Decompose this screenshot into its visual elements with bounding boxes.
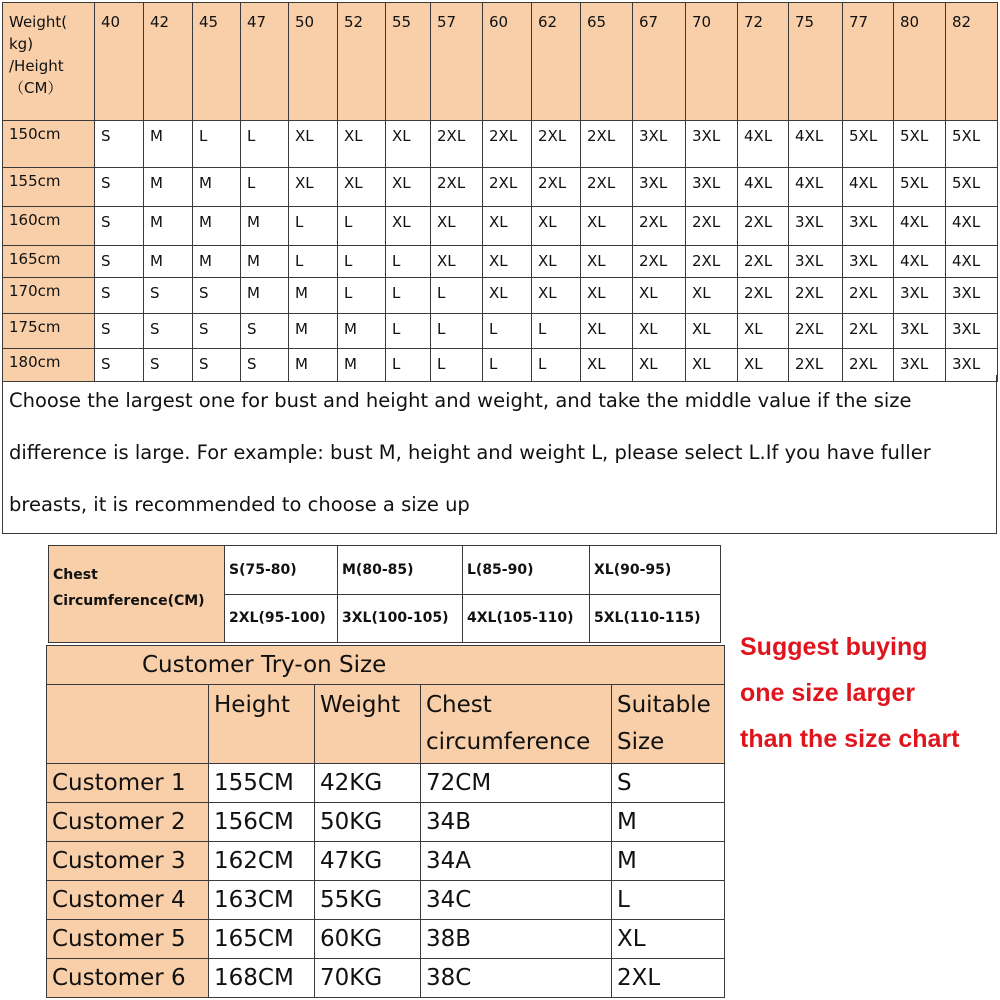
height-row [3, 168, 998, 207]
weight-header: 82 [946, 3, 998, 121]
size-cell: S [144, 349, 193, 382]
size-cell: M [338, 349, 386, 382]
size-cell: 3XL [946, 314, 998, 349]
weight-header-row [3, 3, 998, 121]
weight-header: 70 [686, 3, 738, 121]
size-cell: S [193, 349, 241, 382]
size-cell: 2XL [789, 349, 843, 382]
height-label: 165cm [3, 246, 95, 278]
size-cell: XL [532, 207, 581, 246]
customer-height: 162CM [209, 842, 315, 881]
size-cell: XL [633, 314, 686, 349]
chest-size-cell: 4XL(105-110) [463, 594, 590, 643]
size-cell: 2XL [738, 207, 789, 246]
size-selection-note [2, 375, 997, 534]
size-cell: 3XL [843, 207, 894, 246]
size-cell: XL [386, 121, 431, 168]
customer-weight: 50KG [315, 803, 421, 842]
height-label: 170cm [3, 278, 95, 314]
size-cell: XL [686, 349, 738, 382]
size-cell: M [289, 314, 338, 349]
weight-header: 67 [633, 3, 686, 121]
size-cell: S [95, 349, 144, 382]
size-cell: M [289, 349, 338, 382]
weight-header: 62 [532, 3, 581, 121]
size-cell: XL [289, 121, 338, 168]
size-cell: 4XL [946, 207, 998, 246]
customer-name: Customer 4 [47, 881, 209, 920]
size-cell: XL [338, 168, 386, 207]
size-cell: 4XL [843, 168, 894, 207]
corner-line: Weight( [9, 13, 68, 31]
size-cell: S [241, 314, 289, 349]
size-cell: XL [738, 349, 789, 382]
size-cell: L [483, 314, 532, 349]
customer-weight: 70KG [315, 959, 421, 998]
weight-header: 45 [193, 3, 241, 121]
chest-size-cell: 2XL(95-100) [225, 594, 338, 643]
customer-height: 163CM [209, 881, 315, 920]
customer-name: Customer 5 [47, 920, 209, 959]
corner-line: /Height [9, 57, 64, 75]
weight-header: 72 [738, 3, 789, 121]
tryon-header-chest: Chest circumference [421, 685, 612, 764]
weight-header: 77 [843, 3, 894, 121]
size-cell: 3XL [946, 349, 998, 382]
size-cell: 2XL [532, 121, 581, 168]
customer-row [47, 920, 725, 959]
customer-name: Customer 6 [47, 959, 209, 998]
weight-header: 55 [386, 3, 431, 121]
customer-name: Customer 3 [47, 842, 209, 881]
weight-header: 42 [144, 3, 193, 121]
customer-size: 2XL [612, 959, 725, 998]
size-cell: XL [686, 278, 738, 314]
customer-name: Customer 2 [47, 803, 209, 842]
height-label: 180cm [3, 349, 95, 382]
size-cell: S [144, 314, 193, 349]
size-cell: S [193, 314, 241, 349]
size-cell: L [532, 314, 581, 349]
weight-header: 75 [789, 3, 843, 121]
customer-row [47, 803, 725, 842]
size-cell: 2XL [581, 168, 633, 207]
size-cell: M [241, 207, 289, 246]
size-cell: M [241, 278, 289, 314]
size-cell: S [193, 278, 241, 314]
size-cell: 2XL [532, 168, 581, 207]
size-cell: XL [386, 168, 431, 207]
size-cell: XL [289, 168, 338, 207]
size-cell: XL [581, 278, 633, 314]
customer-weight: 42KG [315, 764, 421, 803]
customer-weight: 55KG [315, 881, 421, 920]
size-cell: 4XL [789, 121, 843, 168]
size-cell: L [289, 207, 338, 246]
size-cell: L [338, 246, 386, 278]
size-cell: 4XL [738, 168, 789, 207]
tryon-title: Customer Try-on Size [47, 646, 725, 685]
size-cell: XL [581, 314, 633, 349]
size-cell: L [338, 278, 386, 314]
size-cell: 4XL [894, 246, 946, 278]
size-cell: 2XL [738, 278, 789, 314]
customer-name: Customer 1 [47, 764, 209, 803]
size-chart-table [2, 2, 998, 382]
customer-size: M [612, 842, 725, 881]
size-cell: 2XL [843, 314, 894, 349]
size-cell: 3XL [894, 278, 946, 314]
height-row [3, 121, 998, 168]
note-line: breasts, it is recommended to choose a size up [9, 493, 470, 516]
size-cell: 5XL [843, 121, 894, 168]
customer-height: 165CM [209, 920, 315, 959]
customer-row [47, 842, 725, 881]
size-cell: L [193, 121, 241, 168]
chest-label [49, 546, 225, 643]
size-cell: 2XL [686, 207, 738, 246]
weight-height-corner [3, 3, 95, 121]
customer-weight: 60KG [315, 920, 421, 959]
size-cell: XL [633, 278, 686, 314]
height-row [3, 246, 998, 278]
size-suggestion [740, 624, 1000, 762]
suggestion-line: than the size chart [740, 725, 960, 753]
customer-size: L [612, 881, 725, 920]
size-cell: XL [686, 314, 738, 349]
corner-line: kg) [9, 35, 34, 53]
size-cell: 2XL [738, 246, 789, 278]
size-cell: S [95, 246, 144, 278]
weight-header: 50 [289, 3, 338, 121]
customer-chest: 38C [421, 959, 612, 998]
weight-header: 60 [483, 3, 532, 121]
size-cell: 3XL [946, 278, 998, 314]
size-cell: 2XL [633, 246, 686, 278]
weight-header: 80 [894, 3, 946, 121]
size-cell: 3XL [633, 168, 686, 207]
size-cell: S [95, 121, 144, 168]
chest-size-cell: L(85-90) [463, 546, 590, 595]
size-cell: XL [483, 246, 532, 278]
chest-size-cell: M(80-85) [338, 546, 463, 595]
size-cell: 5XL [946, 168, 998, 207]
size-cell: L [386, 314, 431, 349]
size-cell: XL [581, 349, 633, 382]
chest-size-cell: S(75-80) [225, 546, 338, 595]
tryon-header-weight: Weight [315, 685, 421, 764]
size-cell: 3XL [633, 121, 686, 168]
customer-size: S [612, 764, 725, 803]
size-cell: M [144, 168, 193, 207]
size-cell: XL [581, 207, 633, 246]
size-cell: 3XL [843, 246, 894, 278]
size-cell: 2XL [843, 349, 894, 382]
size-cell: XL [386, 207, 431, 246]
size-cell: 2XL [686, 246, 738, 278]
size-cell: M [289, 278, 338, 314]
customer-chest: 38B [421, 920, 612, 959]
height-label: 175cm [3, 314, 95, 349]
height-row [3, 207, 998, 246]
chest-size-cell: XL(90-95) [590, 546, 721, 595]
size-cell: 3XL [686, 168, 738, 207]
weight-header: 47 [241, 3, 289, 121]
size-cell: L [386, 278, 431, 314]
customer-size: M [612, 803, 725, 842]
chest-size-cell: 3XL(100-105) [338, 594, 463, 643]
note-line: Choose the largest one for bust and height and weight, and take the middle value if the size [9, 389, 912, 412]
size-cell: XL [338, 121, 386, 168]
size-cell: S [144, 278, 193, 314]
chest-label-line: Chest [53, 567, 98, 583]
chest-size-cell: 5XL(110-115) [590, 594, 721, 643]
size-cell: M [338, 314, 386, 349]
size-cell: L [483, 349, 532, 382]
size-cell: L [386, 349, 431, 382]
size-cell: 2XL [843, 278, 894, 314]
customer-chest: 72CM [421, 764, 612, 803]
customer-row [47, 959, 725, 998]
size-cell: 2XL [789, 278, 843, 314]
size-cell: L [386, 246, 431, 278]
tryon-header-blank [47, 685, 209, 764]
size-cell: 3XL [789, 246, 843, 278]
size-cell: 2XL [483, 168, 532, 207]
size-cell: L [289, 246, 338, 278]
size-cell: M [144, 121, 193, 168]
size-cell: XL [532, 278, 581, 314]
note-line: difference is large. For example: bust M, height and weight L, please select L.If you have fuller [9, 441, 931, 464]
customer-size: XL [612, 920, 725, 959]
size-cell: L [431, 278, 483, 314]
size-cell: XL [431, 246, 483, 278]
size-cell: XL [633, 349, 686, 382]
size-cell: S [95, 168, 144, 207]
suggestion-line: Suggest buying [740, 633, 928, 661]
customer-tryon-table [46, 645, 725, 998]
size-cell: 3XL [789, 207, 843, 246]
height-row [3, 314, 998, 349]
tryon-header-size: Suitable Size [612, 685, 725, 764]
customer-height: 156CM [209, 803, 315, 842]
size-cell: XL [483, 207, 532, 246]
customer-height: 168CM [209, 959, 315, 998]
size-cell: L [431, 349, 483, 382]
customer-chest: 34B [421, 803, 612, 842]
weight-header: 57 [431, 3, 483, 121]
size-cell: 5XL [894, 168, 946, 207]
size-cell: 2XL [431, 168, 483, 207]
size-cell: L [431, 314, 483, 349]
size-cell: 4XL [789, 168, 843, 207]
size-cell: XL [581, 246, 633, 278]
size-cell: 2XL [581, 121, 633, 168]
customer-chest: 34C [421, 881, 612, 920]
size-cell: 4XL [946, 246, 998, 278]
size-cell: XL [431, 207, 483, 246]
weight-header: 52 [338, 3, 386, 121]
size-cell: M [144, 207, 193, 246]
customer-row [47, 764, 725, 803]
size-cell: 5XL [946, 121, 998, 168]
size-cell: XL [483, 278, 532, 314]
size-cell: L [532, 349, 581, 382]
size-cell: S [95, 278, 144, 314]
size-cell: M [144, 246, 193, 278]
customer-chest: 34A [421, 842, 612, 881]
size-cell: M [193, 246, 241, 278]
size-cell: M [241, 246, 289, 278]
size-cell: 5XL [894, 121, 946, 168]
customer-height: 155CM [209, 764, 315, 803]
tryon-header-height: Height [209, 685, 315, 764]
size-cell: 2XL [483, 121, 532, 168]
size-cell: 2XL [789, 314, 843, 349]
size-cell: 2XL [633, 207, 686, 246]
suggestion-line: one size larger [740, 679, 916, 707]
size-cell: S [95, 207, 144, 246]
size-cell: M [193, 168, 241, 207]
weight-header: 40 [95, 3, 144, 121]
height-label: 155cm [3, 168, 95, 207]
size-cell: XL [738, 314, 789, 349]
size-cell: 2XL [431, 121, 483, 168]
height-row [3, 278, 998, 314]
size-cell: L [241, 168, 289, 207]
size-cell: L [338, 207, 386, 246]
weight-header: 65 [581, 3, 633, 121]
size-cell: 3XL [686, 121, 738, 168]
height-label: 160cm [3, 207, 95, 246]
size-cell: S [241, 349, 289, 382]
size-cell: 4XL [738, 121, 789, 168]
size-cell: 4XL [894, 207, 946, 246]
customer-weight: 47KG [315, 842, 421, 881]
size-cell: L [241, 121, 289, 168]
chest-label-line: Circumference(CM) [53, 593, 205, 609]
size-cell: S [95, 314, 144, 349]
height-label: 150cm [3, 121, 95, 168]
size-cell: M [193, 207, 241, 246]
chest-circumference-table [48, 545, 721, 643]
size-cell: XL [532, 246, 581, 278]
size-cell: 3XL [894, 349, 946, 382]
customer-row [47, 881, 725, 920]
size-cell: 3XL [894, 314, 946, 349]
corner-line: （CM） [9, 79, 63, 97]
